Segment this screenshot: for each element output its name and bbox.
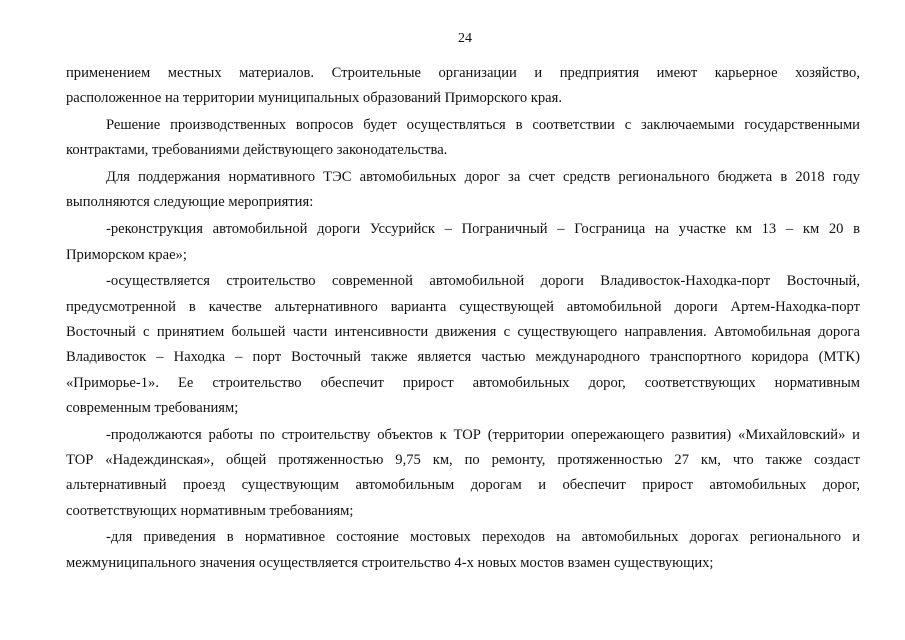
paragraph-5-line-6: современным требованиям; [66,399,239,416]
paragraph-6-line-4: соответствующих нормативным требованиям; [66,502,354,519]
paragraph-7-line-2: межмуниципального значения осуществляется строительство 4-х новых мостов взамен существующих; [66,554,714,571]
paragraph-6-line-3: альтернативный проезд существующим автомобильным дорогам и обеспечит прирост автомобильных дорог, [66,477,860,494]
paragraph-1-line-2: расположенное на территории муниципальных образований Приморского края. [66,90,563,107]
paragraph-5-line-5: «Приморье-1». Ее строительство обеспечит прирост автомобильных дорог, соответствующих нормативным [66,374,860,391]
paragraph-5-line-3: Восточный с принятием большей части интенсивности движения с существующего направления. Автомобильная дорога [66,323,860,340]
paragraph-7-line-1: -для приведения в нормативное состояние мостовых переходов на автомобильных дорогах регионального и [106,529,860,546]
paragraph-5-line-4: Владивосток – Находка – порт Восточный также является частью международного транспортного коридора (МТК) [66,349,860,366]
paragraph-4-line-1: -реконструкция автомобильной дороги Уссурийск – Пограничный – Госграница на участке км 13 – км 20 в [106,221,860,238]
paragraph-5-line-2: предусмотренной в качестве альтернативного варианта существующей автомобильной дороги Артем-Находка-порт [66,298,860,315]
paragraph-1-line-1: применением местных материалов. Строительные организации и предприятия имеют карьерное хозяйство, [66,65,860,81]
paragraph-4-line-2: Приморском крае»; [66,246,187,263]
paragraph-3-line-2: выполняются следующие мероприятия: [66,194,314,211]
paragraph-5-line-1: -осуществляется строительство современной автомобильной дороги Владивосток-Находка-порт Восточный, [106,273,860,290]
paragraph-3-line-1: Для поддержания нормативного ТЭС автомобильных дорог за счет средств регионального бюджета в 2018 году [106,169,860,186]
paragraph-2-line-2: контрактами, требованиями действующего законодательства. [66,142,448,159]
page-number: 24 [458,31,472,46]
paragraph-6-line-2: ТОР «Надеждинская», общей протяженностью 9,75 км, по ремонту, протяженностью 27 км, что также создаст [66,451,860,468]
paragraph-6-line-1: -продолжаются работы по строительству объектов к ТОР (территории опережающего развития) «Михайловский» и [106,426,860,443]
document-body [66,61,860,576]
paragraph-2-line-1: Решение производственных вопросов будет осуществляться в соответствии с заключаемыми государственными [106,117,860,134]
